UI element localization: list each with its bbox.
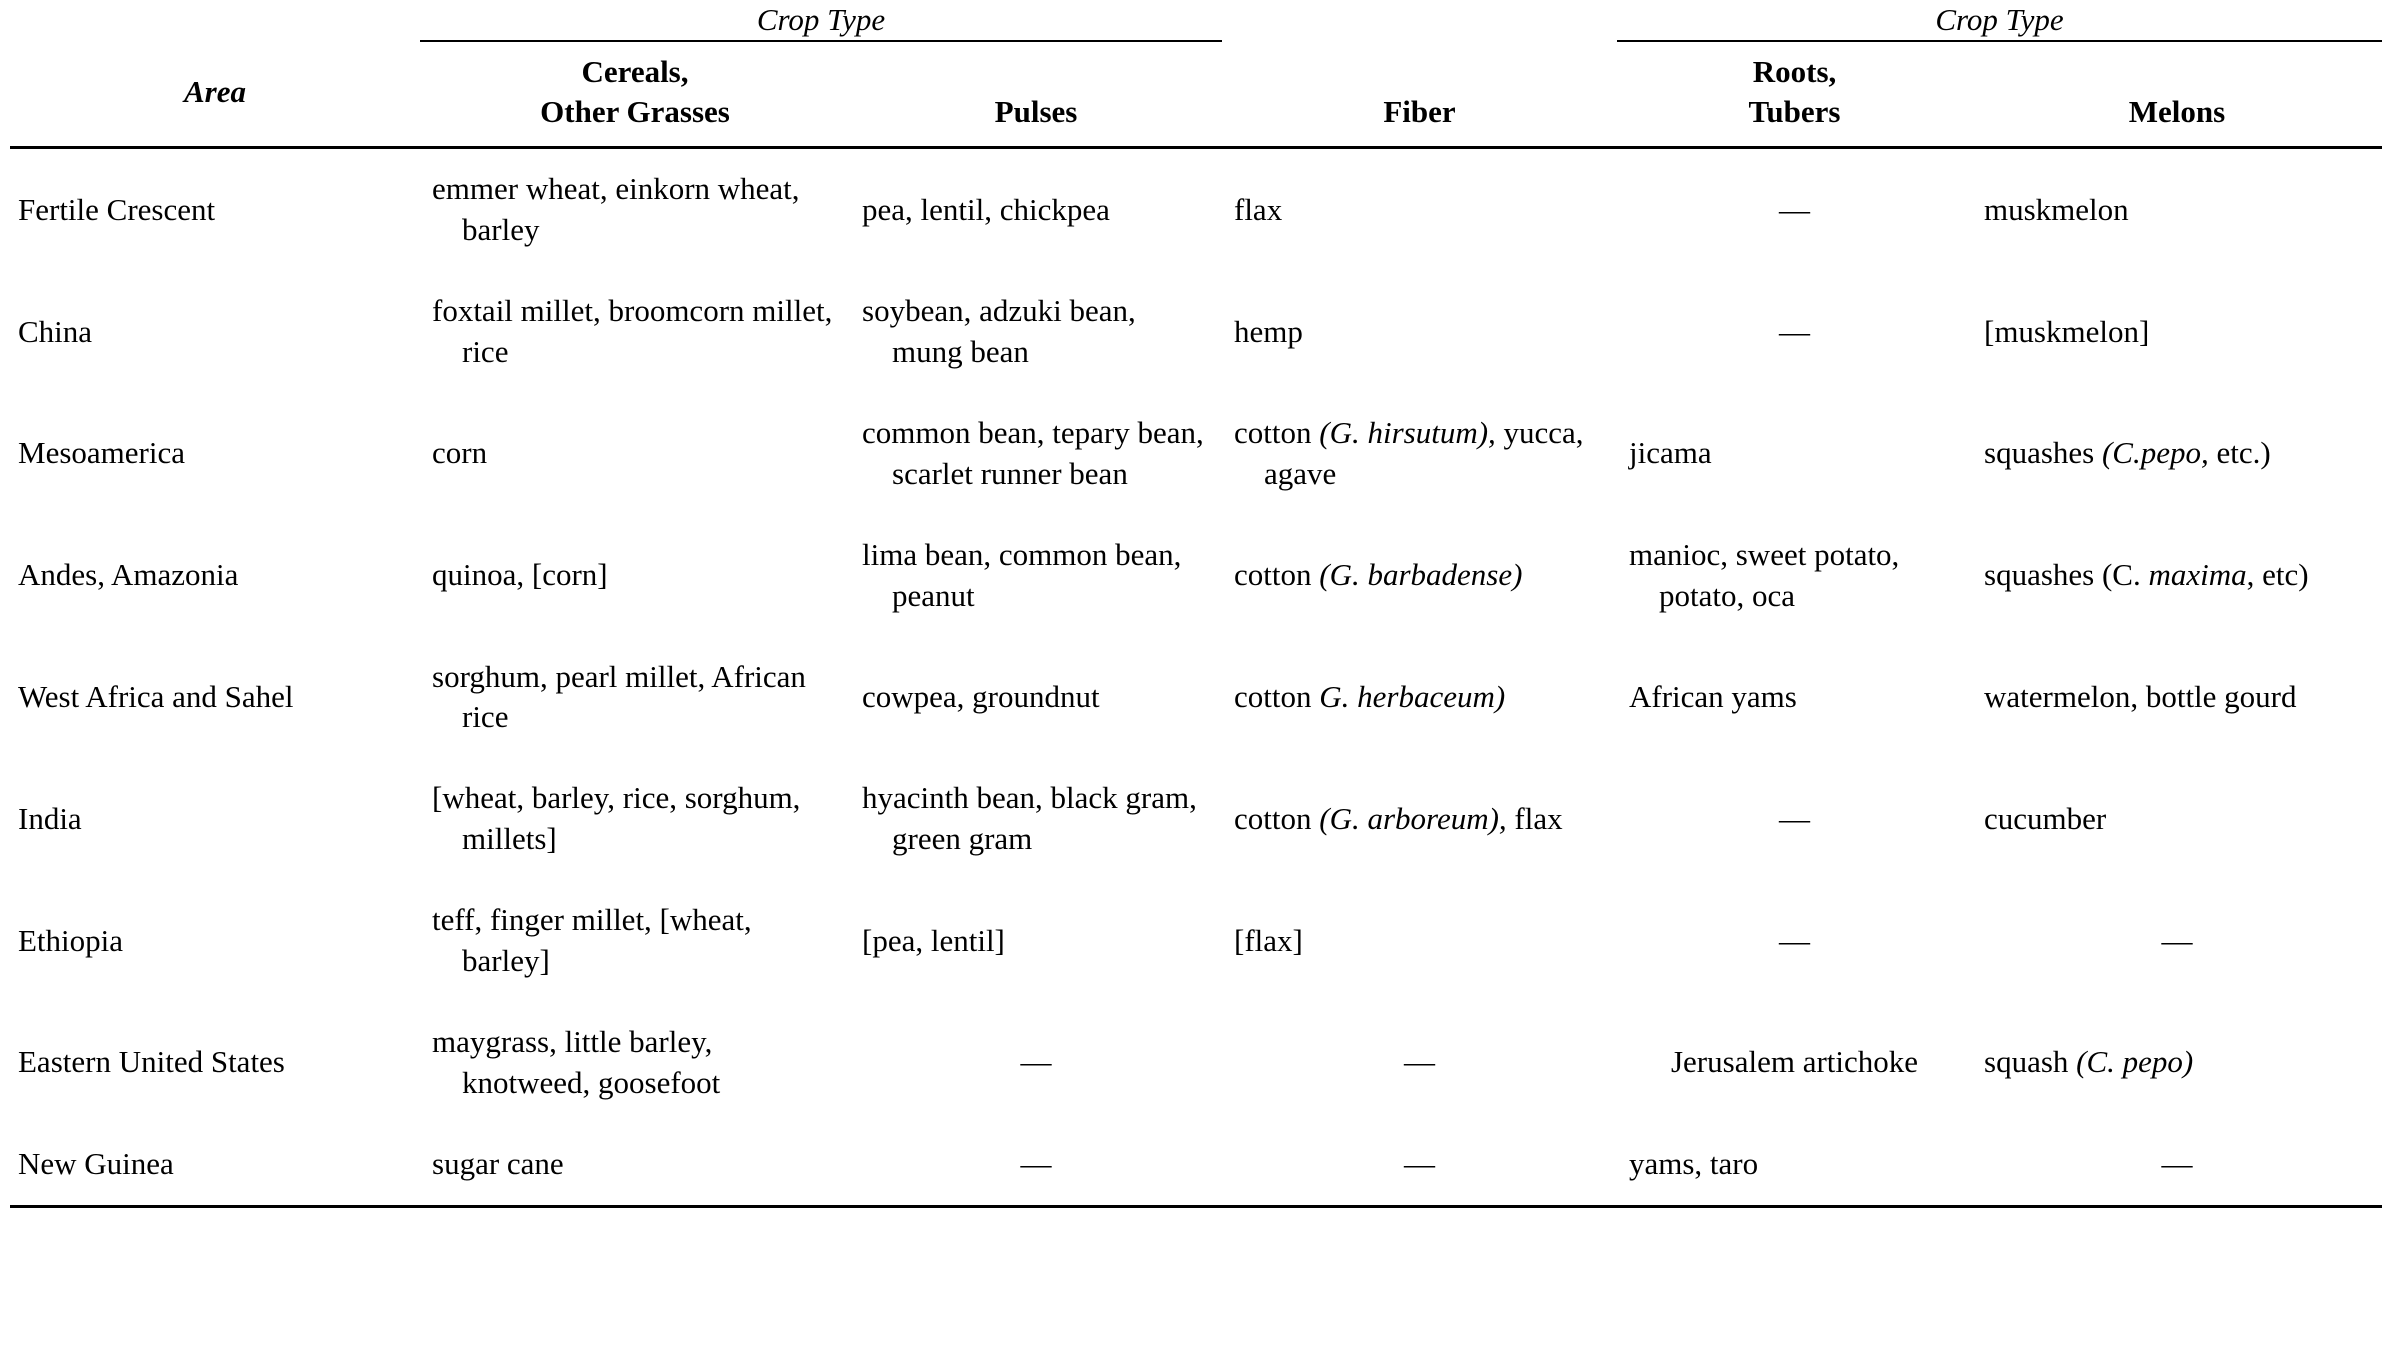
group-header-left: Crop Type (756, 2, 886, 37)
cell-cereals: maygrass, little barley, knotweed, goosefoot (432, 1023, 721, 1100)
column-header-cereals-line1: Cereals, (581, 53, 689, 89)
table-header (10, 0, 2382, 148)
column-header-area: Area (184, 74, 246, 110)
cell-area: China (18, 313, 93, 349)
cell-area: West Africa and Sahel (18, 678, 294, 714)
cell-melons: squashes (C.pepo, etc.) (1984, 435, 2271, 471)
cell-roots: yams, taro (1617, 1124, 1972, 1206)
cell-fiber: — (1404, 1044, 1435, 1080)
cell-melons: squash (C. pepo) (1984, 1044, 2194, 1080)
cell-cereals: emmer wheat, einkorn wheat, barley (420, 148, 850, 271)
cell-cereals: sorghum, pearl millet, African rice (432, 658, 806, 735)
cell-fiber: cotton (G. arboreum), flax (1234, 800, 1563, 836)
cell-melons: — (1972, 1124, 2382, 1206)
cell-cereals: teff, finger millet, [wheat, barley] (432, 902, 752, 979)
cell-pulses: cowpea, groundnut (862, 678, 1100, 714)
cell-melons: [muskmelon] (1984, 313, 2150, 349)
cell-roots: jicama (1629, 435, 1712, 471)
table-row (10, 393, 2382, 515)
cell-fiber: cotton G. herbaceum) (1234, 678, 1506, 714)
cell-roots: — (1779, 313, 1810, 349)
cell-cereals: corn (432, 435, 488, 471)
cell-fiber: [flax] (1234, 922, 1303, 958)
column-header-roots-line1: Roots, (1752, 53, 1837, 89)
cell-cereals: foxtail millet, broomcorn millet, rice (432, 293, 833, 369)
table-row (10, 148, 2382, 271)
group-header-spacer (10, 0, 420, 40)
cell-fiber: hemp (1234, 313, 1303, 349)
cell-area: New Guinea (10, 1124, 420, 1206)
cell-pulses: pea, lentil, chickpea (850, 148, 1222, 271)
cell-pulses: — (1020, 1044, 1052, 1080)
table-row (10, 515, 2382, 637)
cell-fiber: flax (1222, 148, 1617, 271)
group-header-gap (1222, 0, 1617, 40)
column-header-fiber: Fiber (1383, 93, 1456, 129)
group-header-row (10, 0, 2382, 40)
cell-fiber: — (1222, 1124, 1617, 1206)
column-header-row (10, 41, 2382, 148)
cell-pulses: lima bean, common bean, peanut (862, 536, 1182, 613)
cell-area: Eastern United States (18, 1044, 285, 1080)
group-header-right: Crop Type (1935, 2, 2064, 37)
cell-pulses: common bean, tepary bean, scarlet runner bean (862, 414, 1204, 491)
table-row (10, 637, 2382, 759)
cell-pulses: hyacinth bean, black gram, green gram (862, 780, 1197, 857)
cell-pulses: soybean, adzuki bean, mung bean (862, 293, 1136, 369)
cell-melons: cucumber (1984, 800, 2107, 836)
cell-roots: — (1617, 148, 1972, 271)
cell-melons: squashes (C. maxima, etc) (1984, 557, 2309, 593)
cell-roots: African yams (1629, 678, 1797, 714)
column-header-cereals (420, 41, 850, 148)
table-row (10, 1002, 2382, 1124)
cell-melons: watermelon, bottle gourd (1984, 678, 2297, 714)
cell-fiber: cotton (G. barbadense) (1234, 557, 1523, 593)
cell-roots: — (1779, 922, 1810, 958)
cell-roots: Jerusalem artichoke (1670, 1044, 1919, 1080)
cell-roots: manioc, sweet potato, potato, oca (1629, 536, 1900, 613)
column-header-roots-line2: Tubers (1748, 93, 1841, 129)
table-row (10, 271, 2382, 393)
cell-roots: — (1779, 800, 1810, 836)
cell-pulses: — (850, 1124, 1222, 1206)
crop-type-table (10, 0, 2382, 1208)
column-header-cereals-line2: Other Grasses (540, 93, 730, 129)
cell-area: Ethiopia (18, 922, 124, 958)
cell-pulses: [pea, lentil] (862, 922, 1005, 958)
cell-area: Andes, Amazonia (18, 557, 239, 593)
cell-cereals: [wheat, barley, rice, sorghum, millets] (432, 780, 801, 857)
cell-fiber: cotton (G. hirsutum), yucca, agave (1234, 414, 1584, 491)
column-header-roots (1617, 41, 1972, 148)
cell-area: Mesoamerica (18, 435, 185, 471)
column-header-melons: Melons (2128, 93, 2226, 129)
cell-cereals: quinoa, [corn] (432, 557, 608, 593)
cell-melons: muskmelon (1972, 148, 2382, 271)
column-header-pulses: Pulses (994, 93, 1078, 129)
cell-area: Fertile Crescent (10, 148, 420, 271)
table-body (10, 148, 2382, 1206)
cell-cereals: sugar cane (420, 1124, 850, 1206)
table-row (10, 1124, 2382, 1206)
table-row (10, 880, 2382, 1002)
cell-melons: — (2161, 922, 2193, 958)
table-row (10, 758, 2382, 880)
cell-area: India (18, 800, 82, 836)
